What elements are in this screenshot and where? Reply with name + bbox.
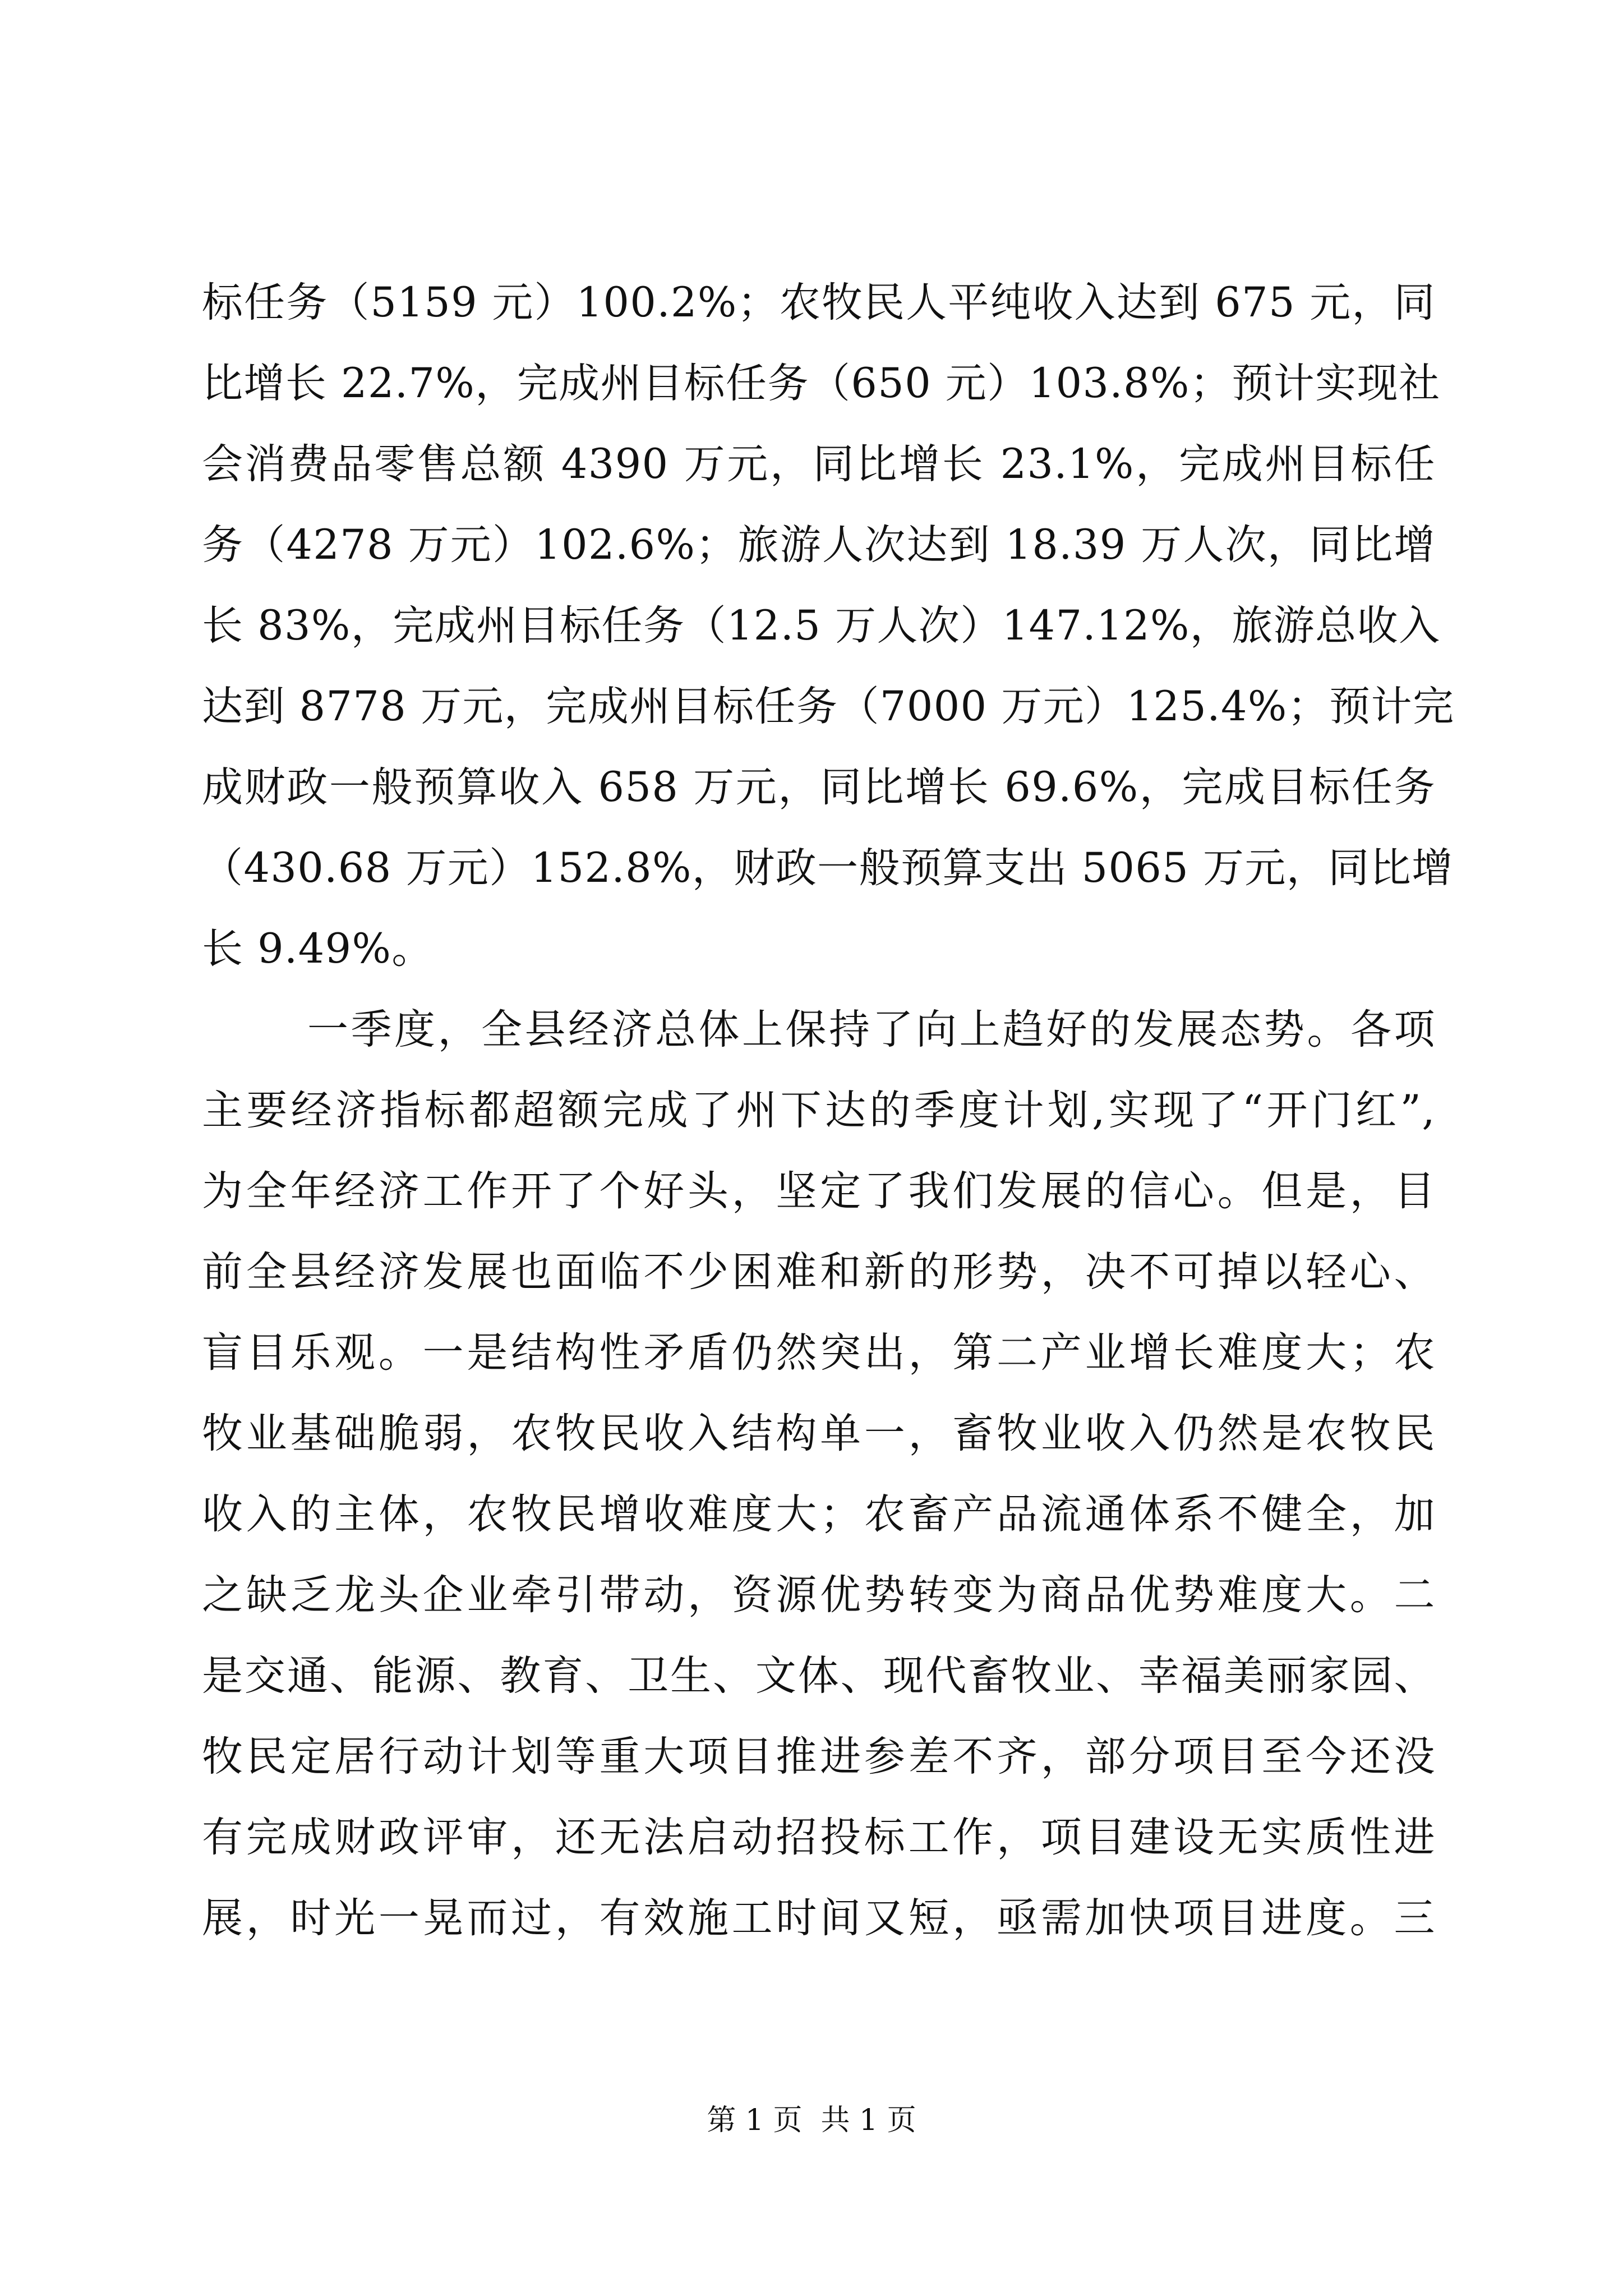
- text-line: 有完成财政评审，还无法启动招投标工作，项目建设无实质性进: [202, 1814, 1436, 1861]
- text-line: 务（4278 万元）102.6%；旅游人次达到 18.39 万人次，同比增: [202, 521, 1436, 569]
- body-text: [202, 263, 1455, 1959]
- text-line: 牧业基础脆弱，农牧民收入结构单一，畜牧业收入仍然是农牧民: [202, 1410, 1436, 1457]
- text-line: 为全年经济工作开了个好头，坚定了我们发展的信心。但是，目: [202, 1167, 1436, 1215]
- text-line: 收入的主体，农牧民增收难度大；农畜产品流通体系不健全，加: [202, 1490, 1436, 1538]
- text-line: （430.68 万元）152.8%，财政一般预算支出 5065 万元，同比增: [202, 844, 1454, 892]
- text-line: 牧民定居行动计划等重大项目推进参差不齐，部分项目至今还没: [202, 1733, 1436, 1780]
- text-line: 标任务（5159 元）100.2%；农牧民人平纯收入达到 675 元，同: [202, 279, 1436, 326]
- page-footer: 第 1 页 共 1 页: [707, 2104, 916, 2137]
- text-line: 主要经济指标都超额完成了州下达的季度计划,实现了“开门红”,: [202, 1087, 1436, 1134]
- text-line: 达到 8778 万元，完成州目标任务（7000 万元）125.4%；预计完: [202, 683, 1455, 730]
- text-line: 成财政一般预算收入 658 万元，同比增长 69.6%，完成目标任务: [202, 763, 1436, 811]
- text-line: 比增长 22.7%，完成州目标任务（650 元）103.8%；预计实现社: [202, 360, 1441, 407]
- text-line: 展，时光一晃而过，有效施工时间又短，亟需加快项目进度。三: [202, 1894, 1436, 1942]
- text-line: 是交通、能源、教育、卫生、文体、现代畜牧业、幸福美丽家园、: [202, 1652, 1436, 1700]
- text-line: 长 83%，完成州目标任务（12.5 万人次）147.12%，旅游总收入: [202, 602, 1441, 650]
- text-line: 前全县经济发展也面临不少困难和新的形势，决不可掉以轻心、: [202, 1248, 1436, 1296]
- text-line: 长 9.49%。: [202, 925, 434, 973]
- text-line: 之缺乏龙头企业牵引带动，资源优势转变为商品优势难度大。二: [202, 1571, 1436, 1619]
- text-line: 盲目乐观。一是结构性矛盾仍然突出，第二产业增长难度大；农: [202, 1329, 1436, 1377]
- paragraph-first-line: 一季度，全县经济总体上保持了向上趋好的发展态势。各项: [307, 1006, 1436, 1053]
- text-line: 会消费品零售总额 4390 万元，同比增长 23.1%，完成州目标任: [202, 440, 1436, 488]
